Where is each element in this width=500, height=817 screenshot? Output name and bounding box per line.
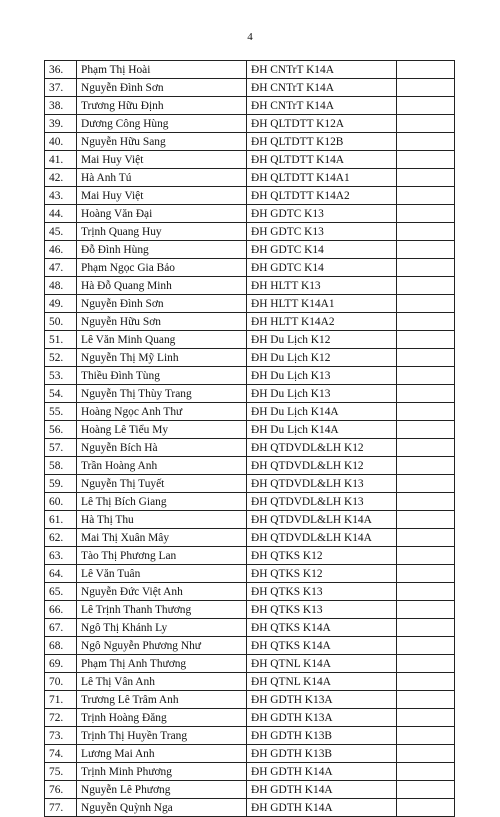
class-name-cell: ĐH GDTH K14A [247,799,397,817]
student-name-cell: Trương Lê Trâm Anh [77,691,247,709]
student-name-cell: Dương Công Hùng [77,115,247,133]
row-number-cell: 49. [45,295,77,313]
table-row [45,493,455,511]
class-name-cell: ĐH GDTH K13A [247,709,397,727]
student-name-cell: Nguyễn Lê Phương [77,781,247,799]
student-name-cell: Nguyễn Hữu Sơn [77,313,247,331]
class-name-cell: ĐH CNTrT K14A [247,79,397,97]
row-number-cell: 57. [45,439,77,457]
table-row [45,223,455,241]
student-name-cell: Nguyễn Đình Sơn [77,295,247,313]
empty-cell [397,403,455,421]
student-name-cell: Ngô Thị Khánh Ly [77,619,247,637]
table-row [45,673,455,691]
student-name-cell: Nguyễn Thị Mỹ Linh [77,349,247,367]
row-number-cell: 50. [45,313,77,331]
class-name-cell: ĐH GDTC K13 [247,223,397,241]
table-row [45,241,455,259]
student-table-body [45,61,455,817]
table-row [45,547,455,565]
class-name-cell: ĐH GDTH K13B [247,745,397,763]
empty-cell [397,367,455,385]
row-number-cell: 39. [45,115,77,133]
empty-cell [397,745,455,763]
table-row [45,187,455,205]
empty-cell [397,763,455,781]
row-number-cell: 71. [45,691,77,709]
student-name-cell: Nguyễn Bích Hà [77,439,247,457]
table-row [45,727,455,745]
row-number-cell: 65. [45,583,77,601]
table-row [45,511,455,529]
student-name-cell: Lê Văn Tuân [77,565,247,583]
class-name-cell: ĐH QTDVDL&LH K14A [247,529,397,547]
table-row [45,367,455,385]
empty-cell [397,385,455,403]
row-number-cell: 52. [45,349,77,367]
row-number-cell: 42. [45,169,77,187]
class-name-cell: ĐH Du Lịch K14A [247,403,397,421]
table-row [45,169,455,187]
student-name-cell: Lương Mai Anh [77,745,247,763]
class-name-cell: ĐH GDTH K13B [247,727,397,745]
empty-cell [397,61,455,79]
class-name-cell: ĐH QLTDTT K14A1 [247,169,397,187]
empty-cell [397,799,455,817]
row-number-cell: 62. [45,529,77,547]
table-row [45,475,455,493]
empty-cell [397,349,455,367]
student-name-cell: Trịnh Hoàng Đăng [77,709,247,727]
empty-cell [397,331,455,349]
row-number-cell: 53. [45,367,77,385]
empty-cell [397,97,455,115]
empty-cell [397,223,455,241]
student-name-cell: Nguyễn Đình Sơn [77,79,247,97]
student-name-cell: Phạm Thị Anh Thương [77,655,247,673]
student-name-cell: Thiều Đình Tùng [77,367,247,385]
table-row [45,259,455,277]
empty-cell [397,313,455,331]
student-name-cell: Hà Anh Tú [77,169,247,187]
empty-cell [397,205,455,223]
table-row [45,655,455,673]
class-name-cell: ĐH QTDVDL&LH K13 [247,475,397,493]
empty-cell [397,115,455,133]
class-name-cell: ĐH CNTrT K14A [247,61,397,79]
class-name-cell: ĐH QTDVDL&LH K12 [247,439,397,457]
empty-cell [397,727,455,745]
row-number-cell: 72. [45,709,77,727]
empty-cell [397,493,455,511]
class-name-cell: ĐH QLTDTT K12B [247,133,397,151]
row-number-cell: 40. [45,133,77,151]
empty-cell [397,277,455,295]
class-name-cell: ĐH QLTDTT K14A [247,151,397,169]
class-name-cell: ĐH HLTT K13 [247,277,397,295]
row-number-cell: 64. [45,565,77,583]
table-row [45,763,455,781]
class-name-cell: ĐH Du Lịch K13 [247,385,397,403]
row-number-cell: 59. [45,475,77,493]
class-name-cell: ĐH GDTH K13A [247,691,397,709]
class-name-cell: ĐH QTKS K13 [247,601,397,619]
row-number-cell: 63. [45,547,77,565]
row-number-cell: 41. [45,151,77,169]
student-name-cell: Nguyễn Thị Thùy Trang [77,385,247,403]
student-name-cell: Lê Văn Minh Quang [77,331,247,349]
table-row [45,781,455,799]
student-name-cell: Phạm Ngọc Gia Bảo [77,259,247,277]
empty-cell [397,295,455,313]
row-number-cell: 44. [45,205,77,223]
class-name-cell: ĐH HLTT K14A2 [247,313,397,331]
student-name-cell: Hoàng Ngọc Anh Thư [77,403,247,421]
row-number-cell: 68. [45,637,77,655]
table-row [45,115,455,133]
row-number-cell: 55. [45,403,77,421]
empty-cell [397,781,455,799]
class-name-cell: ĐH QTNL K14A [247,655,397,673]
table-row [45,403,455,421]
row-number-cell: 48. [45,277,77,295]
student-table [44,60,455,817]
row-number-cell: 45. [45,223,77,241]
class-name-cell: ĐH Du Lịch K12 [247,349,397,367]
row-number-cell: 36. [45,61,77,79]
class-name-cell: ĐH GDTH K14A [247,763,397,781]
table-row [45,313,455,331]
row-number-cell: 51. [45,331,77,349]
student-name-cell: Hà Thị Thu [77,511,247,529]
student-name-cell: Lê Trịnh Thanh Thương [77,601,247,619]
student-name-cell: Nguyễn Quỳnh Nga [77,799,247,817]
class-name-cell: ĐH QTDVDL&LH K13 [247,493,397,511]
table-row [45,277,455,295]
class-name-cell: ĐH QTKS K12 [247,547,397,565]
class-name-cell: ĐH GDTC K14 [247,259,397,277]
student-name-cell: Lê Thị Bích Giang [77,493,247,511]
table-row [45,151,455,169]
table-row [45,457,455,475]
class-name-cell: ĐH GDTH K14A [247,781,397,799]
class-name-cell: ĐH QTKS K14A [247,619,397,637]
table-row [45,331,455,349]
table-row [45,421,455,439]
empty-cell [397,601,455,619]
student-name-cell: Ngô Nguyễn Phương Như [77,637,247,655]
student-name-cell: Hoàng Lê Tiểu My [77,421,247,439]
table-row [45,97,455,115]
student-name-cell: Mai Huy Việt [77,151,247,169]
empty-cell [397,655,455,673]
empty-cell [397,709,455,727]
row-number-cell: 67. [45,619,77,637]
empty-cell [397,529,455,547]
row-number-cell: 73. [45,727,77,745]
table-row [45,637,455,655]
row-number-cell: 54. [45,385,77,403]
empty-cell [397,169,455,187]
row-number-cell: 46. [45,241,77,259]
class-name-cell: ĐH QTNL K14A [247,673,397,691]
student-name-cell: Mai Huy Việt [77,187,247,205]
student-name-cell: Trương Hữu Định [77,97,247,115]
row-number-cell: 70. [45,673,77,691]
class-name-cell: ĐH GDTC K14 [247,241,397,259]
table-row [45,61,455,79]
empty-cell [397,259,455,277]
student-name-cell: Nguyễn Hữu Sang [77,133,247,151]
class-name-cell: ĐH CNTrT K14A [247,97,397,115]
empty-cell [397,619,455,637]
row-number-cell: 76. [45,781,77,799]
class-name-cell: ĐH QLTDTT K12A [247,115,397,133]
empty-cell [397,511,455,529]
row-number-cell: 69. [45,655,77,673]
empty-cell [397,673,455,691]
class-name-cell: ĐH GDTC K13 [247,205,397,223]
student-name-cell: Trịnh Thị Huyền Trang [77,727,247,745]
student-name-cell: Trịnh Quang Huy [77,223,247,241]
class-name-cell: ĐH QTKS K13 [247,583,397,601]
row-number-cell: 37. [45,79,77,97]
empty-cell [397,691,455,709]
class-name-cell: ĐH HLTT K14A1 [247,295,397,313]
table-row [45,583,455,601]
student-name-cell: Hoàng Văn Đại [77,205,247,223]
page-number: 4 [247,31,253,43]
empty-cell [397,421,455,439]
row-number-cell: 47. [45,259,77,277]
class-name-cell: ĐH QLTDTT K14A2 [247,187,397,205]
empty-cell [397,475,455,493]
student-name-cell: Tào Thị Phương Lan [77,547,247,565]
table-row [45,601,455,619]
class-name-cell: ĐH Du Lịch K14A [247,421,397,439]
student-name-cell: Trần Hoàng Anh [77,457,247,475]
class-name-cell: ĐH QTKS K12 [247,565,397,583]
empty-cell [397,565,455,583]
row-number-cell: 56. [45,421,77,439]
table-row [45,349,455,367]
table-row [45,565,455,583]
empty-cell [397,637,455,655]
student-name-cell: Đỗ Đình Hùng [77,241,247,259]
student-name-cell: Mai Thị Xuân Mây [77,529,247,547]
class-name-cell: ĐH Du Lịch K12 [247,331,397,349]
empty-cell [397,151,455,169]
table-row [45,745,455,763]
empty-cell [397,133,455,151]
table-row [45,295,455,313]
table-row [45,709,455,727]
empty-cell [397,439,455,457]
table-row [45,133,455,151]
row-number-cell: 75. [45,763,77,781]
student-name-cell: Hà Đỗ Quang Minh [77,277,247,295]
class-name-cell: ĐH Du Lịch K13 [247,367,397,385]
student-name-cell: Nguyễn Thị Tuyết [77,475,247,493]
table-row [45,529,455,547]
table-row [45,205,455,223]
class-name-cell: ĐH QTKS K14A [247,637,397,655]
table-row [45,385,455,403]
row-number-cell: 60. [45,493,77,511]
student-name-cell: Lê Thị Vân Anh [77,673,247,691]
student-name-cell: Trịnh Minh Phương [77,763,247,781]
table-row [45,691,455,709]
row-number-cell: 74. [45,745,77,763]
empty-cell [397,79,455,97]
row-number-cell: 43. [45,187,77,205]
row-number-cell: 61. [45,511,77,529]
table-row [45,439,455,457]
table-row [45,79,455,97]
class-name-cell: ĐH QTDVDL&LH K14A [247,511,397,529]
empty-cell [397,547,455,565]
empty-cell [397,187,455,205]
row-number-cell: 38. [45,97,77,115]
student-name-cell: Nguyễn Đức Việt Anh [77,583,247,601]
row-number-cell: 58. [45,457,77,475]
row-number-cell: 66. [45,601,77,619]
empty-cell [397,583,455,601]
row-number-cell: 77. [45,799,77,817]
student-name-cell: Phạm Thị Hoài [77,61,247,79]
empty-cell [397,457,455,475]
table-row [45,799,455,817]
empty-cell [397,241,455,259]
class-name-cell: ĐH QTDVDL&LH K12 [247,457,397,475]
table-row [45,619,455,637]
